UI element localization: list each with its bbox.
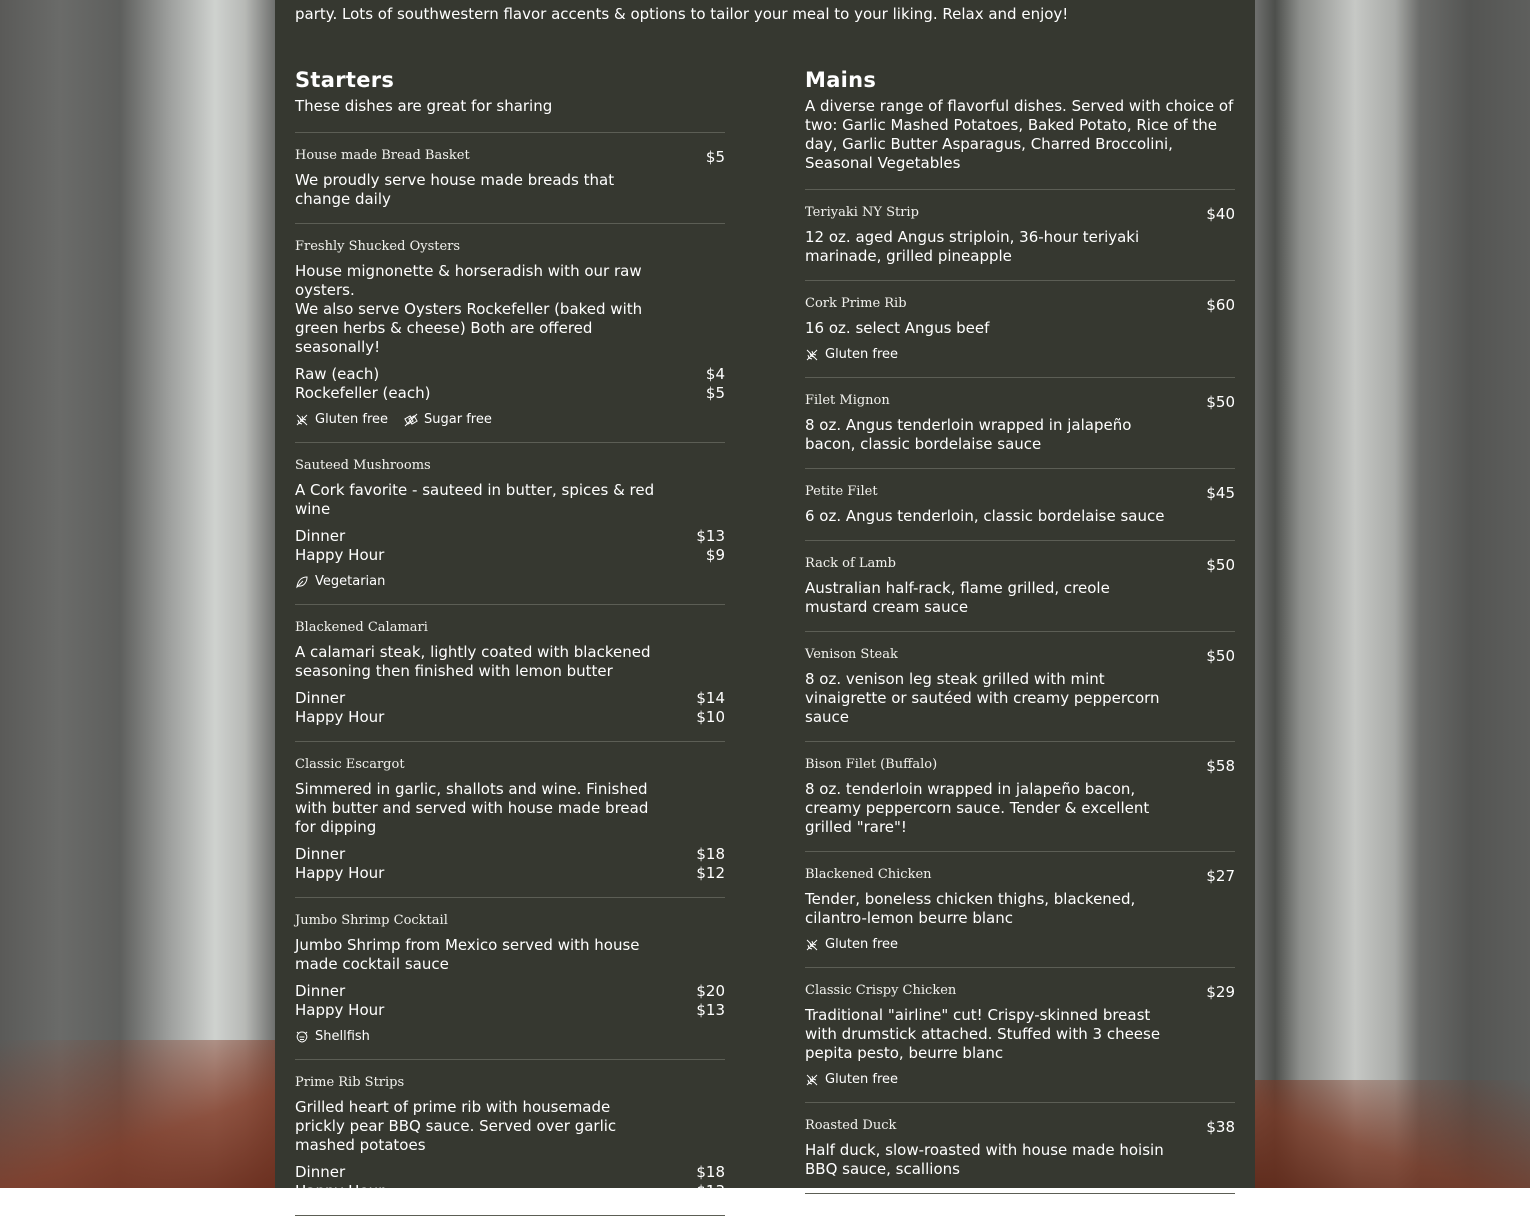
price-variant-row	[295, 1001, 725, 1020]
menu-item	[295, 224, 725, 443]
price-variants	[295, 527, 725, 565]
menu-item-name: Rack of Lamb	[805, 556, 896, 571]
price-variant-row	[295, 845, 725, 864]
section-title: Mains	[805, 68, 877, 92]
menu-item-name: Bison Filet (Buffalo)	[805, 757, 938, 772]
menu-item-name: Filet Mignon	[805, 393, 890, 408]
variant-price: $10	[696, 708, 725, 726]
dietary-tag	[404, 412, 492, 428]
background-rust-left	[0, 1040, 290, 1188]
price-variant-row	[295, 365, 725, 384]
menu-item-name: Teriyaki NY Strip	[805, 205, 919, 220]
menu-item	[295, 133, 725, 224]
sugar-free-icon	[404, 413, 418, 427]
mains-list	[805, 190, 1235, 1194]
dietary-tags	[295, 574, 725, 590]
menu-intro-text: party. Lots of southwestern flavor accents & options to tailor your meal to your liking. Relax and enjoy!	[295, 5, 1069, 23]
menu-item-description: We proudly serve house made breads that change daily	[295, 171, 615, 208]
variant-label: Happy Hour	[295, 1182, 385, 1200]
menu-item-description: 16 oz. select Angus beef	[805, 319, 990, 337]
menu-item-price: $27	[1206, 867, 1235, 885]
variant-price: $9	[705, 546, 725, 564]
menu-item-price: $29	[1206, 983, 1235, 1001]
section-description: These dishes are great for sharing	[295, 97, 725, 133]
menu-item-price: $58	[1206, 757, 1235, 775]
menu-item	[805, 632, 1235, 742]
menu-item-price: $50	[1206, 556, 1235, 574]
menu-item-description: Tender, boneless chicken thighs, blackened, cilantro-lemon beurre blanc	[805, 890, 1136, 927]
menu-item-price: $50	[1206, 647, 1235, 665]
menu-item-description: Traditional "airline" cut! Crispy-skinned breast with drumstick attached. Stuffed with 3 cheese pepita pesto, beurre blanc	[805, 1006, 1161, 1062]
price-variants	[295, 982, 725, 1020]
variant-label: Happy Hour	[295, 1001, 385, 1019]
variant-label: Rockefeller (each)	[295, 384, 431, 402]
variant-label: Dinner	[295, 845, 346, 863]
variant-label: Raw (each)	[295, 365, 380, 383]
price-variant-row	[295, 1182, 725, 1201]
variant-label: Happy Hour	[295, 864, 385, 882]
variant-price: $13	[696, 1182, 725, 1200]
gluten-free-icon	[295, 413, 309, 427]
menu-item-price: $50	[1206, 393, 1235, 411]
menu-item-name: Venison Steak	[805, 647, 898, 662]
menu-item-name: Prime Rib Strips	[295, 1075, 405, 1090]
menu-item-description: A Cork favorite - sauteed in butter, spices & red wine	[295, 481, 655, 518]
background-rust-right	[1240, 1080, 1530, 1188]
price-variant-row	[295, 546, 725, 565]
dietary-tag-label: Vegetarian	[315, 574, 386, 589]
variant-price: $13	[696, 1001, 725, 1019]
menu-item-name: Classic Escargot	[295, 757, 405, 772]
dietary-tag-label: Gluten free	[825, 937, 899, 952]
menu-item-name: Jumbo Shrimp Cocktail	[295, 913, 448, 928]
menu-item-description: 8 oz. venison leg steak grilled with mint vinaigrette or sautéed with creamy peppercorn sauce	[805, 670, 1160, 726]
dietary-tags	[805, 347, 1235, 363]
menu-item-name: Freshly Shucked Oysters	[295, 239, 461, 254]
menu-item-description: Grilled heart of prime rib with housemade prickly pear BBQ sauce. Served over garlic mashed potatoes	[295, 1098, 617, 1154]
menu-item-description: Simmered in garlic, shallots and wine. Finished with butter and served with house made bread for dipping	[295, 780, 649, 836]
variant-label: Happy Hour	[295, 546, 385, 564]
menu-item	[295, 898, 725, 1060]
dietary-tag-label: Gluten free	[825, 347, 899, 362]
variant-label: Happy Hour	[295, 708, 385, 726]
gluten-free-icon	[805, 1073, 819, 1087]
starters-section	[295, 66, 725, 1216]
menu-item-description: Half duck, slow-roasted with house made hoisin BBQ sauce, scallions	[805, 1141, 1164, 1178]
menu-item	[805, 190, 1235, 281]
menu-item-description: Australian half-rack, flame grilled, creole mustard cream sauce	[805, 579, 1110, 616]
menu-item-description: Jumbo Shrimp from Mexico served with house made cocktail sauce	[295, 936, 640, 973]
dietary-tag-label: Gluten free	[315, 412, 389, 427]
dietary-tag	[295, 412, 388, 428]
menu-item	[295, 443, 725, 605]
gluten-free-icon	[805, 348, 819, 362]
menu-item-description: House mignonette & horseradish with our raw oysters. We also serve Oysters Rockefeller (baked with green herbs & cheese) Both are offered seasonally!	[295, 262, 643, 356]
variant-price: $20	[696, 982, 725, 1000]
menu-item	[295, 742, 725, 898]
price-variant-row	[295, 864, 725, 883]
menu-item-price: $5	[705, 148, 725, 166]
variant-price: $4	[705, 365, 725, 383]
menu-item	[805, 378, 1235, 469]
dietary-tag	[805, 347, 898, 363]
gluten-free-icon	[805, 938, 819, 952]
menu-item-name: Roasted Duck	[805, 1118, 897, 1133]
menu-panel	[275, 0, 1255, 1200]
menu-item-name: Sauteed Mushrooms	[295, 458, 431, 473]
dietary-tags	[295, 412, 725, 428]
price-variants	[295, 365, 725, 403]
shellfish-icon	[295, 1030, 309, 1044]
menu-item	[805, 281, 1235, 378]
menu-item-description: 6 oz. Angus tenderloin, classic bordelaise sauce	[805, 507, 1165, 525]
price-variant-row	[295, 982, 725, 1001]
variant-price: $13	[696, 527, 725, 545]
menu-item-price: $60	[1206, 296, 1235, 314]
price-variants	[295, 1163, 725, 1201]
price-variant-row	[295, 384, 725, 403]
variant-label: Dinner	[295, 1163, 346, 1181]
dietary-tags	[805, 937, 1235, 953]
price-variant-row	[295, 527, 725, 546]
menu-item	[805, 968, 1235, 1103]
dietary-tag-label: Sugar free	[424, 412, 492, 427]
variant-price: $5	[705, 384, 725, 402]
menu-item-name: Classic Crispy Chicken	[805, 983, 957, 998]
price-variant-row	[295, 1163, 725, 1182]
dietary-tag-label: Shellfish	[315, 1029, 370, 1044]
dietary-tag	[295, 574, 385, 590]
menu-item-description: 12 oz. aged Angus striploin, 36-hour teriyaki marinade, grilled pineapple	[805, 228, 1140, 265]
menu-item	[295, 1060, 725, 1216]
menu-item	[805, 1103, 1235, 1194]
variant-label: Dinner	[295, 527, 346, 545]
menu-item	[295, 605, 725, 742]
dietary-tags	[805, 1072, 1235, 1088]
variant-price: $12	[696, 864, 725, 882]
menu-item	[805, 541, 1235, 632]
variant-label: Dinner	[295, 982, 346, 1000]
variant-price: $14	[696, 689, 725, 707]
menu-item-description: 8 oz. tenderloin wrapped in jalapeño bacon, creamy peppercorn sauce. Tender & excellent grilled "rare"!	[805, 780, 1150, 836]
menu-item	[805, 469, 1235, 541]
menu-item-name: Cork Prime Rib	[805, 296, 907, 311]
section-title: Starters	[295, 68, 395, 92]
menu-item-name: House made Bread Basket	[295, 148, 470, 163]
menu-item-price: $40	[1206, 205, 1235, 223]
menu-item-price: $38	[1206, 1118, 1235, 1136]
price-variant-row	[295, 689, 725, 708]
price-variant-row	[295, 708, 725, 727]
dietary-tag	[805, 1072, 898, 1088]
menu-item-name: Blackened Calamari	[295, 620, 428, 635]
dietary-tag	[295, 1029, 370, 1045]
variant-price: $18	[696, 1163, 725, 1181]
mains-section	[805, 66, 1235, 1194]
menu-item-name: Petite Filet	[805, 484, 878, 499]
price-variants	[295, 689, 725, 727]
variant-label: Dinner	[295, 689, 346, 707]
menu-item	[805, 852, 1235, 968]
section-description: A diverse range of flavorful dishes. Served with choice of two: Garlic Mashed Potatoes, Baked Potato, Rice of the day, Garlic Butter Asparagus, Charred Broccolini, Seasonal Vegetables	[805, 97, 1235, 190]
dietary-tags	[295, 1029, 725, 1045]
menu-item-price: $45	[1206, 484, 1235, 502]
price-variants	[295, 845, 725, 883]
menu-item-name: Blackened Chicken	[805, 867, 932, 882]
vegetarian-icon	[295, 575, 309, 589]
menu-item	[805, 742, 1235, 852]
starters-list	[295, 133, 725, 1216]
menu-item-description: 8 oz. Angus tenderloin wrapped in jalapeño bacon, classic bordelaise sauce	[805, 416, 1132, 453]
dietary-tag-label: Gluten free	[825, 1072, 899, 1087]
dietary-tag	[805, 937, 898, 953]
variant-price: $18	[696, 845, 725, 863]
menu-item-description: A calamari steak, lightly coated with blackened seasoning then finished with lemon butter	[295, 643, 651, 680]
